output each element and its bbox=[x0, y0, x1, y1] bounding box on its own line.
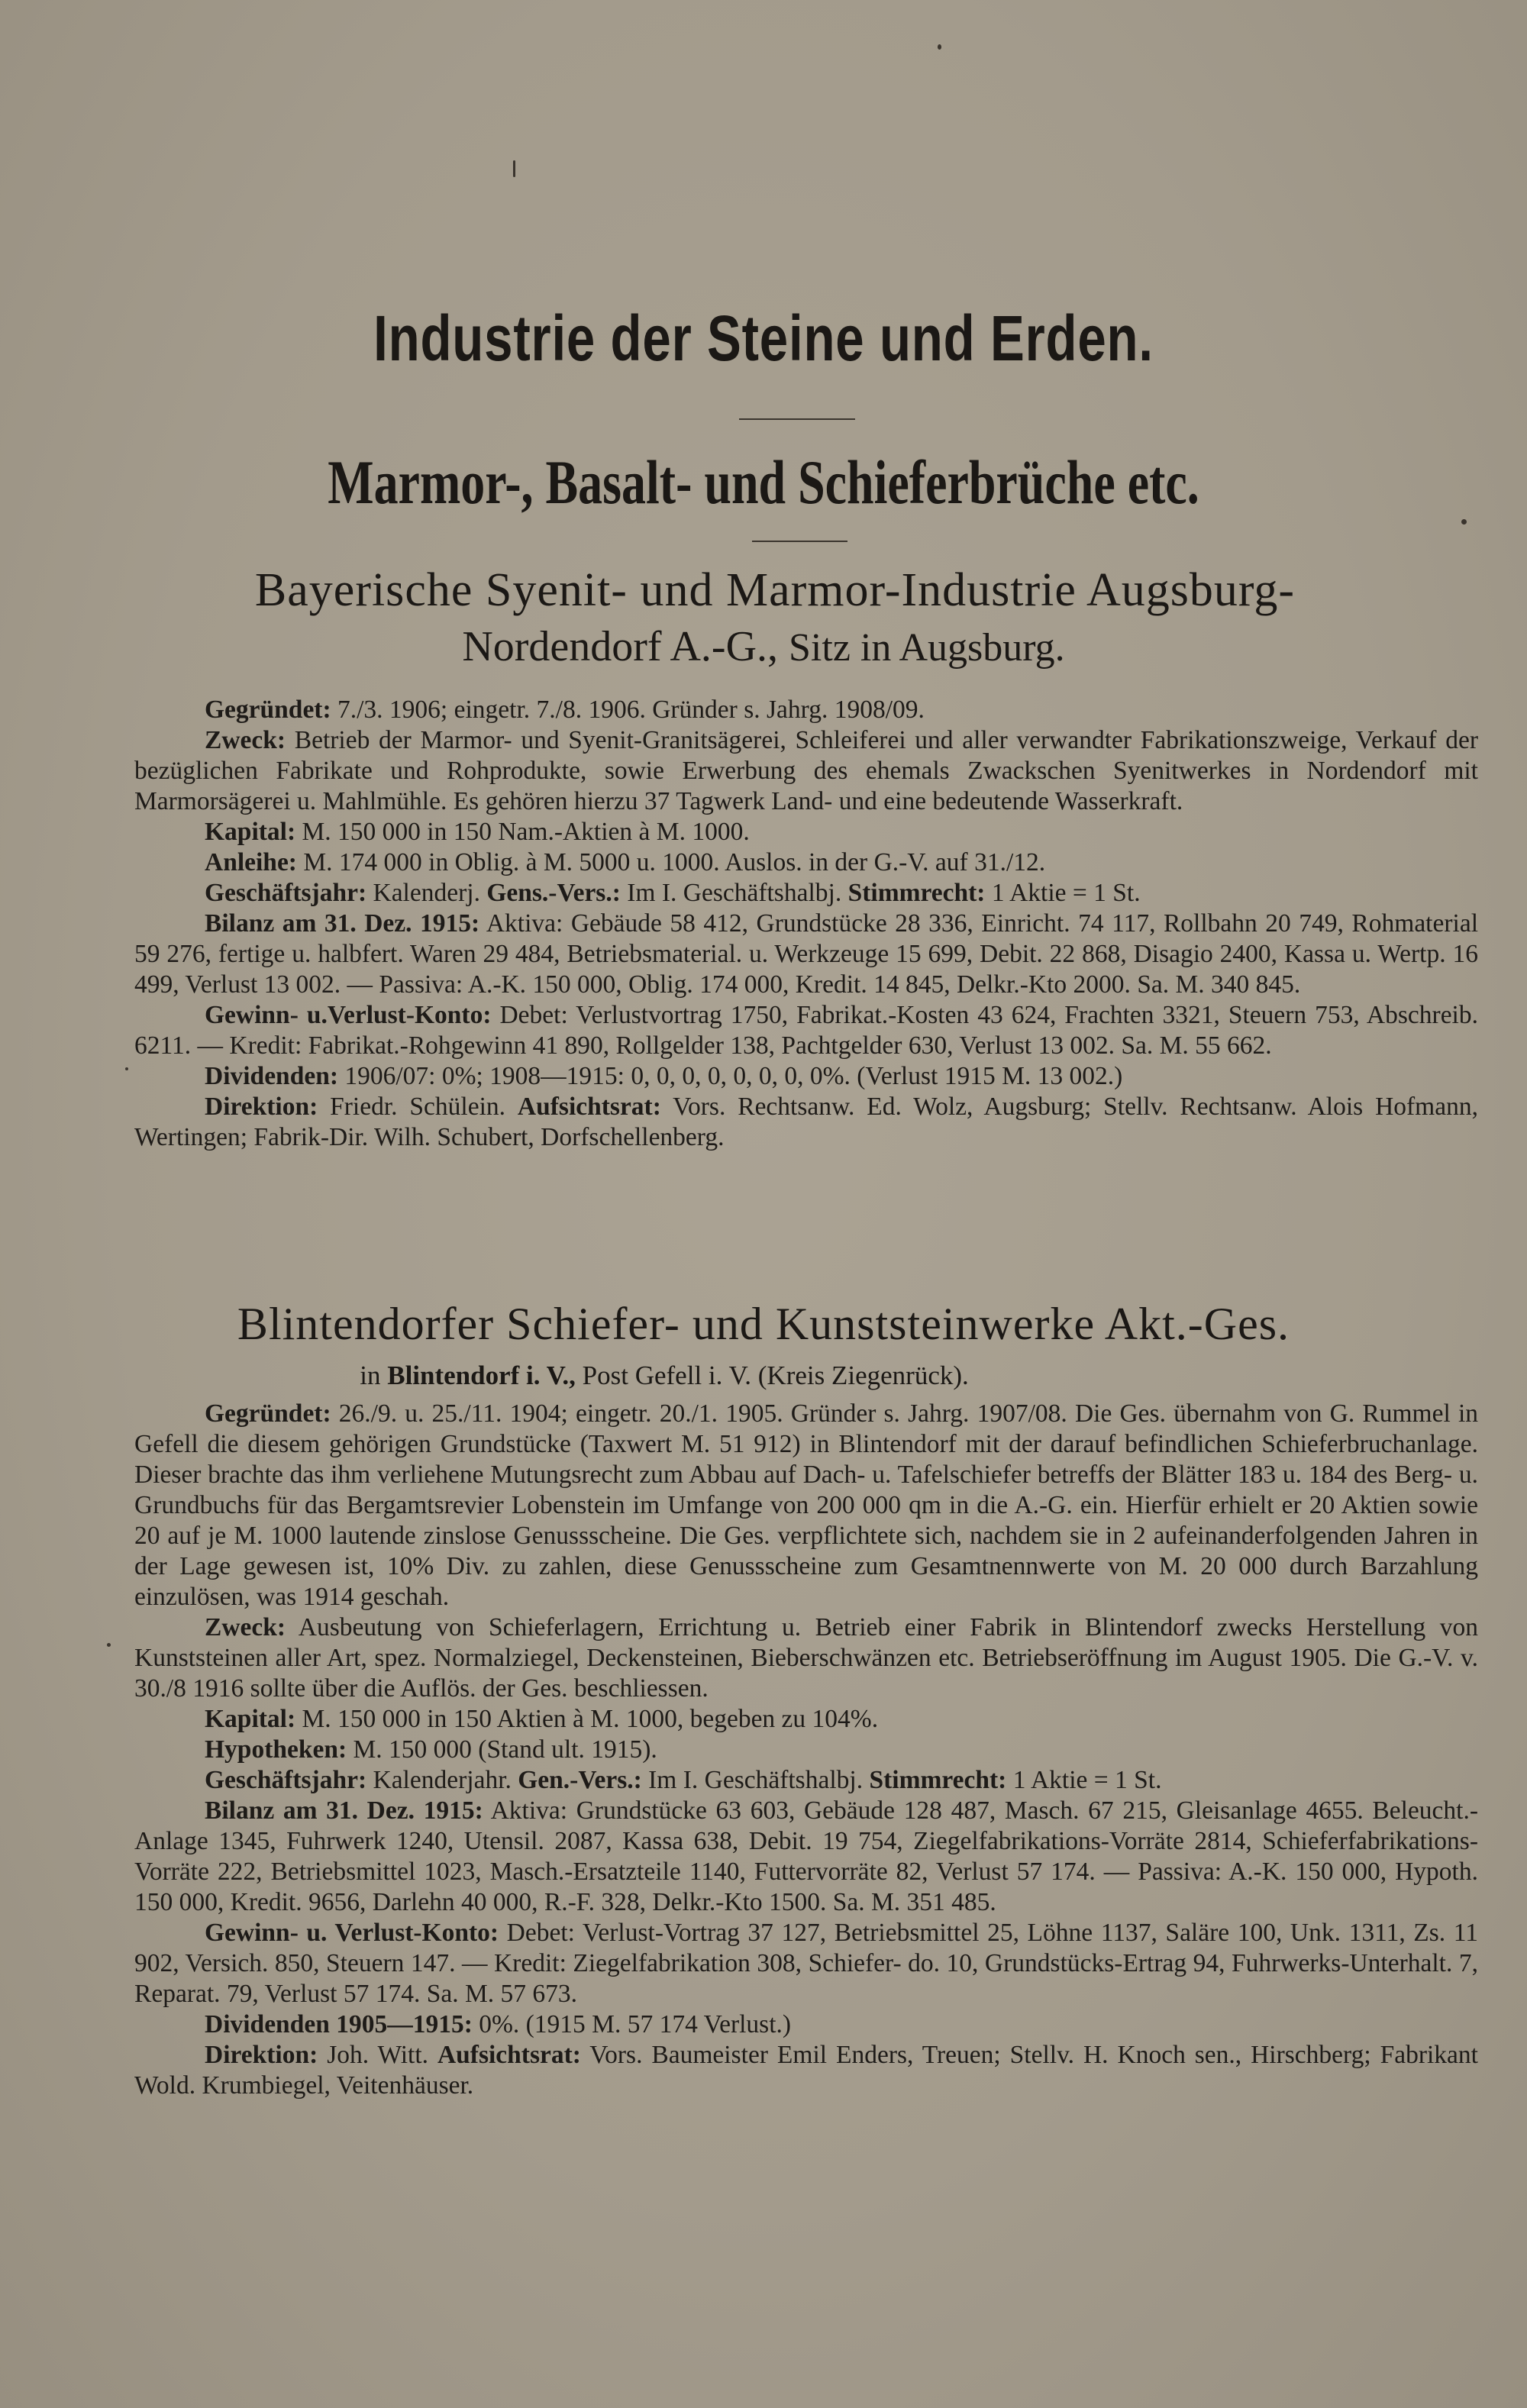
company2-body bbox=[134, 1399, 1478, 2101]
company2-seat: in Blintendorf i. V., Post Gefell i. V. (Kreis Ziegenrück). bbox=[360, 1361, 969, 1390]
company1-name-line2: Nordendorf A.-G., bbox=[462, 623, 779, 670]
company1-name bbox=[0, 563, 1527, 618]
paper-speck bbox=[125, 1067, 128, 1070]
paper-speck bbox=[938, 44, 941, 50]
company1-body bbox=[134, 695, 1478, 1153]
company2-mortgages: Hypotheken: M. 150 000 (Stand ult. 1915). bbox=[205, 1735, 657, 1764]
company1-balance: Bilanz am 31. Dez. 1915: Aktiva: Gebäude 58 412, Grundstücke 28 336, Einricht. 74 117, Rollbahn 20 749, Rohmaterial 59 276, fertige u. halbfert. Waren 29 484, Betriebsmaterial. u. Werkzeuge 15 699, Debit. 22 868, Disagio 2400, Kassa u. Wertp. 16 499, Verlust 13 002. — Passiva: A.-K. 150 000, Oblig. 174 000, Kredit. 14 845, Delkr.-Kto 2000. Sa. M. 340 845. bbox=[134, 909, 1478, 999]
paper-speck bbox=[513, 160, 515, 177]
company1-management: Direktion: Friedr. Schülein. Aufsichtsrat: Vors. Rechtsanw. Ed. Wolz, Augsburg; Stellv. Rechtsanw. Alois Hofmann, Wertingen; Fabrik-Dir. Wilh. Schubert, Dorfschellenberg. bbox=[134, 1093, 1478, 1151]
company1-name-line1: Bayerische Syenit- und Marmor-Industrie Augsburg- bbox=[254, 564, 1296, 616]
company2-seat-town: Blintendorf i. V., bbox=[387, 1361, 576, 1390]
company2-dividends: Dividenden 1905—1915: 0%. (1915 M. 57 174 Verlust.) bbox=[205, 2010, 792, 2038]
company2-purpose: Zweck: Ausbeutung von Schieferlagern, Errichtung u. Betrieb einer Fabrik in Blintendorf zwecks Herstellung von Kunststeinen aller Art, spez. Normalziegel, Deckensteinen, Bieberschwänzen etc. Betriebseröffnung im August 1905. Die G.-V. v. 30./8 1916 sollte über die Auflös. der Ges. beschliessen. bbox=[134, 1613, 1478, 1703]
section-title: Industrie der Steine und Erden. bbox=[373, 302, 1154, 374]
company2-fiscal-year: Geschäftsjahr: Kalenderjahr. Gen.-Vers.: Im I. Geschäftshalbj. Stimmrecht: 1 Aktie = 1 St. bbox=[205, 1766, 1162, 1794]
paper-speck bbox=[107, 1643, 111, 1647]
paper-speck bbox=[1461, 519, 1467, 525]
company1-fiscal-year: Geschäftsjahr: Kalenderj. Gens.-Vers.: Im I. Geschäftshalbj. Stimmrecht: 1 Aktie = 1 St. bbox=[205, 879, 1141, 907]
company1-seat-text: Sitz in Augsburg. bbox=[789, 626, 1065, 670]
company2-profit-loss: Gewinn- u. Verlust-Konto: Debet: Verlust-Vortrag 37 127, Betriebsmittel 25, Löhne 1137, Saläre 100, Unk. 1311, Zs. 11 902, Versich. 850, Steuern 147. — Kredit: Ziegelfabrikation 308, Schiefer- do. 10, Grundstücks-Ertrag 94, Fuhrwerks-Unterhalt. 7, Reparat. 79, Verlust 57 174. Sa. M. 57 673. bbox=[134, 1919, 1479, 2008]
company2-balance: Bilanz am 31. Dez. 1915: Aktiva: Grundstücke 63 603, Gebäude 128 487, Masch. 67 215, Gleisanlage 4655. Beleucht.-Anlage 1345, Fuhrwerk 1240, Utensil. 2087, Kassa 638, Debit. 19 754, Ziegelfabrikations-Vorräte 2814, Schieferfabrikations-Vorräte 222, Betriebsmittel 1023, Masch.-Ersatzteile 1140, Futtervorräte 82, Verlust 57 174. — Passiva: A.-K. 150 000, Hypoth. 150 000, Kredit. 9656, Darlehn 40 000, R.-F. 328, Delkr.-Kto 1500. Sa. M. 351 485. bbox=[134, 1796, 1478, 1916]
company1-purpose: Zweck: Betrieb der Marmor- und Syenit-Granitsägerei, Schleiferei und aller verwandter Fabrikationszweige, Verkauf der bezüglichen Fabrikate und Rohprodukte, sowie Erwerbung des ehemals Zwackschen Syenitwerkes in Nordendorf mit Marmorsägerei u. Mahlmühle. Es gehören hierzu 37 Tagwerk Land- und eine bedeutende Wasserkraft. bbox=[134, 726, 1478, 815]
company1-founded: Gegründet: 7./3. 1906; eingetr. 7./8. 1906. Gründer s. Jahrg. 1908/09. bbox=[205, 696, 925, 724]
company2-name: Blintendorfer Schiefer- und Kunststeinwerke Akt.-Ges. bbox=[237, 1299, 1290, 1349]
company1-dividends: Dividenden: 1906/07: 0%; 1908—1915: 0, 0, 0, 0, 0, 0, 0, 0%. (Verlust 1915 M. 13 002.) bbox=[205, 1062, 1123, 1090]
company1-capital: Kapital: M. 150 000 in 150 Nam.-Aktien à M. 1000. bbox=[205, 818, 750, 846]
company1-profit-loss: Gewinn- u.Verlust-Konto: Debet: Verlustvortrag 1750, Fabrikat.-Kosten 43 624, Frachten 3321, Steuern 753, Abschreib. 6211. — Kredit: Fabrikat.-Rohgewinn 41 890, Rollgelder 138, Pachtgelder 630, Verlust 13 002. Sa. M. 55 662. bbox=[134, 1001, 1478, 1060]
company1-seat bbox=[0, 622, 1527, 671]
title-divider bbox=[739, 418, 855, 420]
subtitle-divider bbox=[752, 541, 847, 542]
company2-capital: Kapital: M. 150 000 in 150 Aktien à M. 1000, begeben zu 104%. bbox=[205, 1705, 879, 1733]
company2-management: Direktion: Joh. Witt. Aufsichtsrat: Vors. Baumeister Emil Enders, Treuen; Stellv. H. Knoch sen., Hirschberg; Fabrikant Wold. Krumbiegel, Veitenhäuser. bbox=[134, 2041, 1478, 2100]
section-subtitle: Marmor-, Basalt- und Schieferbrüche etc. bbox=[328, 447, 1199, 517]
company2-founded: Gegründet: 26./9. u. 25./11. 1904; eingetr. 20./1. 1905. Gründer s. Jahrg. 1907/08. Die Ges. übernahm von G. Rummel in Gefell die diesem gehörigen Grundstücke (Taxwert M. 51 912) in Blintendorf mit der darauf befindlichen Schieferbruchanlage. Dieser brachte das ihm verliehene Mutungsrecht zum Abbau auf Dach- u. Tafelschiefer betreffs der Blätter 183 u. 184 des Berg- u. Grundbuchs für das Bergamtsrevier Lobenstein im Umfange von 200 000 qm in die A.-G. ein. Hierfür erhielt er 20 Aktien sowie 20 auf je M. 1000 lautende zinslose Genussscheine. Die Ges. verpflichtete sich, nachdem sie in 2 aufeinanderfolgenden Jahren in der Lage gewesen ist, 10% Div. zu zahlen, diese Genussscheine zum Gesamtnennwerte von M. 20 000 durch Barzahlung einzulösen, was 1914 geschah. bbox=[134, 1399, 1478, 1611]
company1-loan: Anleihe: M. 174 000 in Oblig. à M. 5000 u. 1000. Auslos. in der G.-V. auf 31./12. bbox=[205, 848, 1046, 876]
